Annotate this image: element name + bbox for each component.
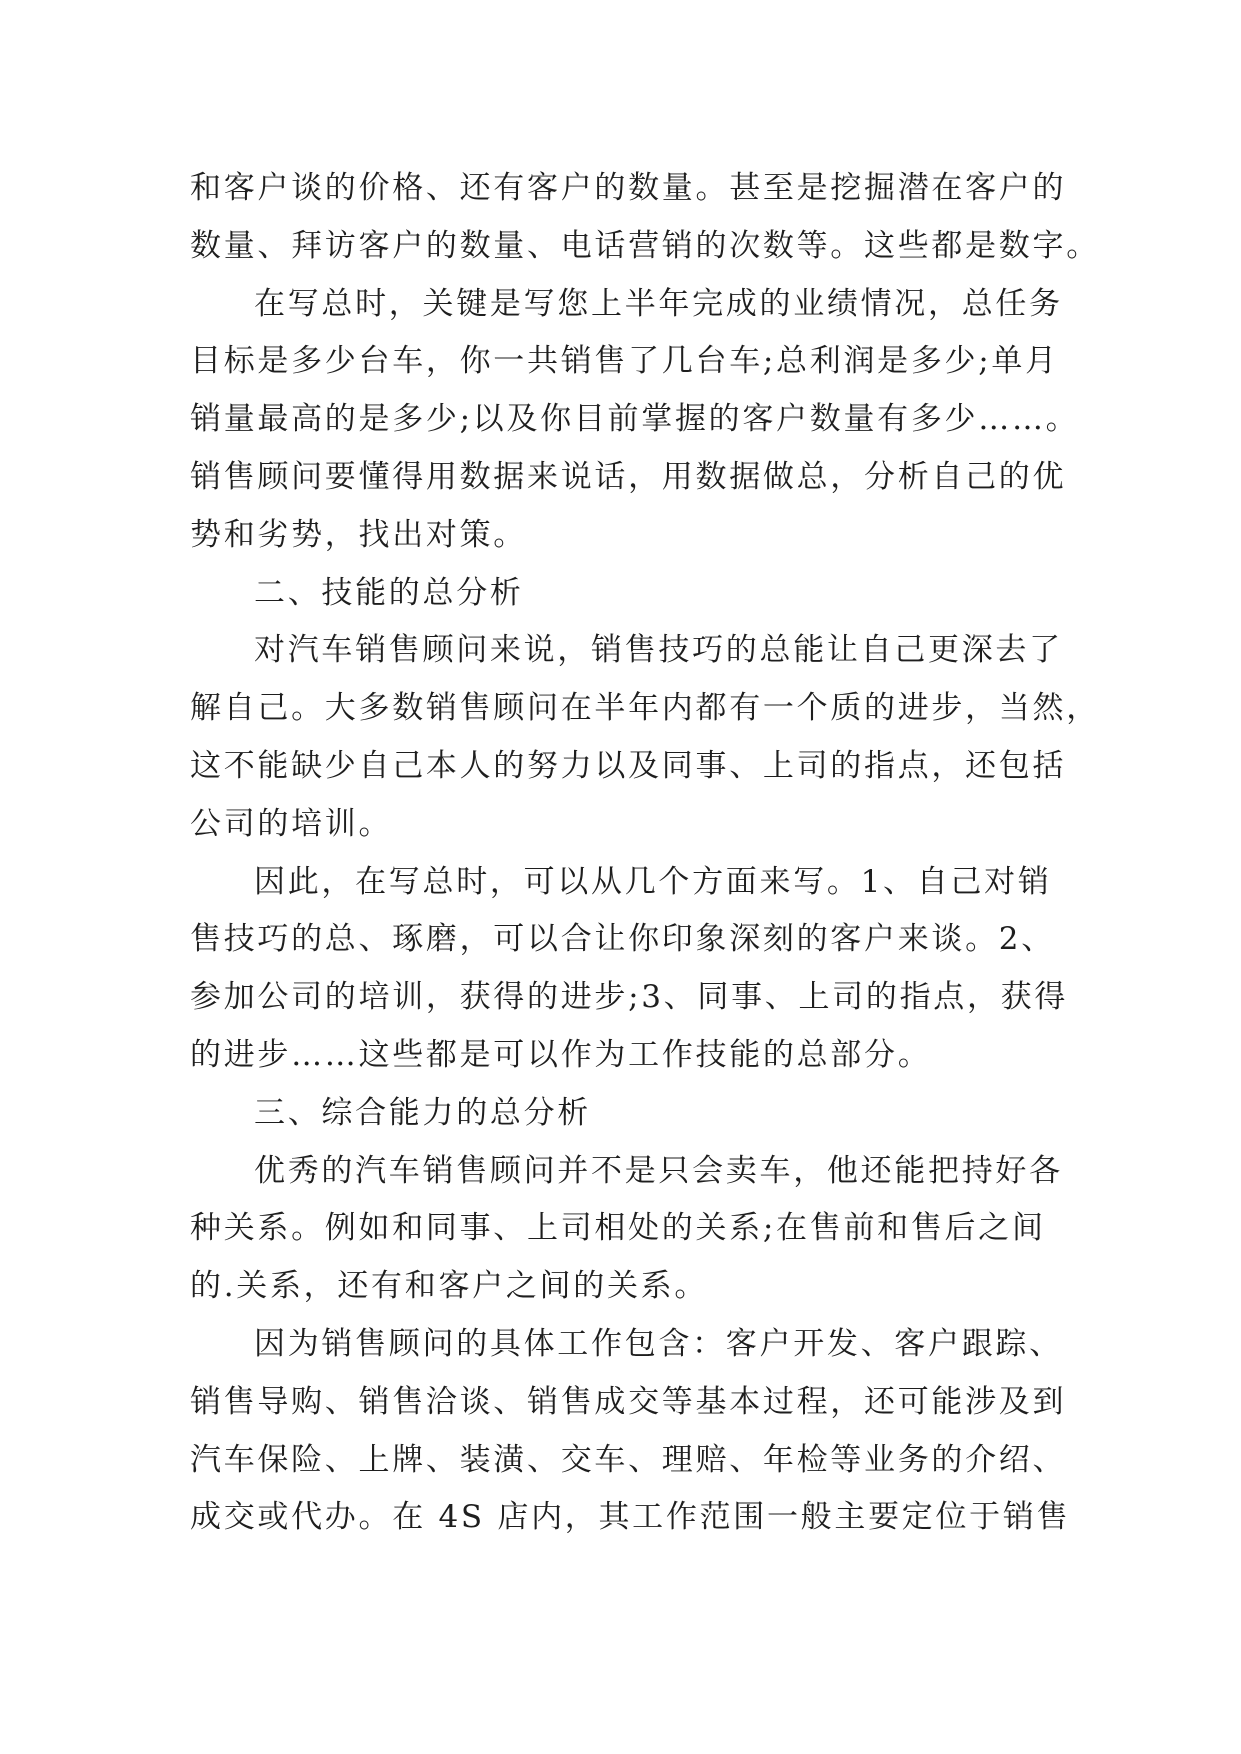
text-line: 解自己。大多数销售顾问在半年内都有一个质的进步，当然， [190, 690, 1100, 727]
text-line: 的进步……这些都是可以作为工作技能的总部分。 [190, 1036, 932, 1073]
body-text [190, 160, 1100, 1547]
text-line: 销售顾问要懂得用数据来说话，用数据做总，分析自己的优 [190, 458, 1067, 495]
text-line: 售技巧的总、琢磨，可以合让你印象深刻的客户来谈。2、 [190, 921, 1055, 958]
text-line: 目标是多少台车，你一共销售了几台车;总利润是多少;单月 [190, 343, 1059, 380]
text-line: 数量、拜访客户的数量、电话营销的次数等。这些都是数字。 [190, 227, 1100, 264]
text-line: 销量最高的是多少;以及你目前掌握的客户数量有多少……。 [190, 401, 1080, 438]
paragraph-first-line: 在写总时，关键是写您上半年完成的业绩情况，总任务 [254, 285, 1063, 322]
paragraph-first-line: 因此，在写总时，可以从几个方面来写。1、自己对销 [254, 863, 1052, 900]
text-line: 公司的培训。 [190, 805, 393, 842]
text-line: 这不能缺少自己本人的努力以及同事、上司的指点，还包括 [190, 747, 1067, 784]
text-line: 销售导购、销售洽谈、销售成交等基本过程，还可能涉及到 [190, 1383, 1067, 1420]
text-line: 参加公司的培训，获得的进步;3、同事、上司的指点，获得 [190, 979, 1069, 1016]
paragraph-first-line: 二、技能的总分析 [254, 574, 524, 611]
text-line: 势和劣势，找出对策。 [190, 516, 527, 553]
text-line: 和客户谈的价格、还有客户的数量。甚至是挖掘潜在客户的 [190, 170, 1067, 206]
text-line: 的.关系，还有和客户之间的关系。 [190, 1268, 709, 1305]
paragraph-first-line: 三、综合能力的总分析 [254, 1094, 591, 1131]
paragraph-first-line: 优秀的汽车销售顾问并不是只会卖车，他还能把持好各 [254, 1152, 1063, 1189]
text-line: 汽车保险、上牌、装潢、交车、理赔、年检等业务的介绍、 [190, 1441, 1067, 1478]
paragraph-first-line: 对汽车销售顾问来说，销售技巧的总能让自己更深去了 [254, 632, 1063, 669]
text-line: 种关系。例如和同事、上司相处的关系;在售前和售后之间 [190, 1210, 1046, 1247]
text-line: 成交或代办。在 4S 店内，其工作范围一般主要定位于销售 [190, 1499, 1071, 1536]
paragraph-first-line: 因为销售顾问的具体工作包含：客户开发、客户跟踪、 [254, 1325, 1063, 1362]
